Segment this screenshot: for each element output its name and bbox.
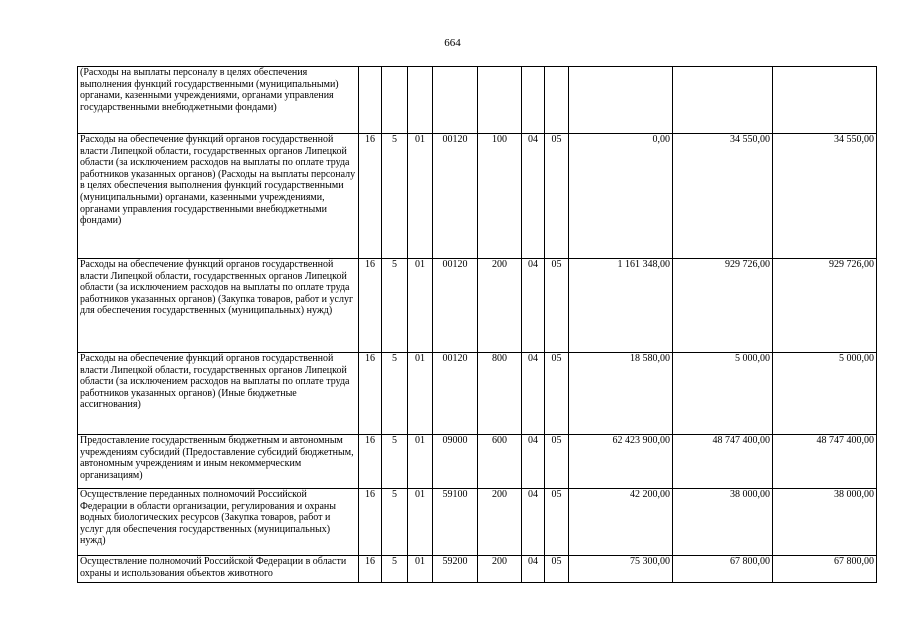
code-program: 5 — [382, 259, 408, 353]
amount-year-3 — [773, 67, 877, 134]
amount-year-2: 34 550,00 — [673, 134, 773, 259]
code-subsection: 05 — [545, 259, 569, 353]
code-section: 04 — [522, 134, 545, 259]
table-row — [78, 489, 877, 556]
code-subsection: 05 — [545, 489, 569, 556]
code-program: 5 — [382, 489, 408, 556]
code-section: 04 — [522, 353, 545, 435]
budget-table-body — [78, 67, 877, 583]
code-section: 04 — [522, 259, 545, 353]
code-expense-type: 800 — [478, 353, 522, 435]
code-subprogram: 01 — [408, 489, 433, 556]
code-admin: 16 — [359, 134, 382, 259]
code-program: 5 — [382, 353, 408, 435]
code-direction: 00120 — [433, 259, 478, 353]
amount-year-3: 48 747 400,00 — [773, 435, 877, 489]
code-program: 5 — [382, 134, 408, 259]
code-subprogram: 01 — [408, 435, 433, 489]
code-expense-type: 200 — [478, 259, 522, 353]
code-admin: 16 — [359, 353, 382, 435]
row-description: Расходы на обеспечение функций органов государственной власти Липецкой области, государственных органов Липецкой области (за исключением расходов на выплаты по оплате труда работников указанных органов) (Расходы на выплаты персоналу в целях обеспечения выполнения функций государственными (муниципальными) органами, казенными учреждениями, органами управления государственными внебюджетными фондами) — [78, 134, 359, 259]
amount-year-3: 34 550,00 — [773, 134, 877, 259]
amount-year-1: 0,00 — [569, 134, 673, 259]
code-section — [522, 67, 545, 134]
table-row — [78, 556, 877, 583]
amount-year-2: 929 726,00 — [673, 259, 773, 353]
amount-year-2 — [673, 67, 773, 134]
code-direction: 59100 — [433, 489, 478, 556]
code-subprogram: 01 — [408, 353, 433, 435]
amount-year-1: 18 580,00 — [569, 353, 673, 435]
budget-table — [77, 66, 877, 583]
amount-year-3: 929 726,00 — [773, 259, 877, 353]
code-section: 04 — [522, 435, 545, 489]
row-description: Осуществление полномочий Российской Федерации в области охраны и использования объектов животного — [78, 556, 359, 583]
code-subprogram: 01 — [408, 556, 433, 583]
code-direction: 09000 — [433, 435, 478, 489]
code-program: 5 — [382, 556, 408, 583]
code-subsection: 05 — [545, 556, 569, 583]
amount-year-3: 38 000,00 — [773, 489, 877, 556]
amount-year-3: 67 800,00 — [773, 556, 877, 583]
amount-year-1: 75 300,00 — [569, 556, 673, 583]
amount-year-2: 38 000,00 — [673, 489, 773, 556]
code-admin — [359, 67, 382, 134]
code-subsection: 05 — [545, 134, 569, 259]
table-row — [78, 435, 877, 489]
table-row — [78, 134, 877, 259]
code-direction: 00120 — [433, 134, 478, 259]
code-admin: 16 — [359, 435, 382, 489]
table-row — [78, 353, 877, 435]
amount-year-1 — [569, 67, 673, 134]
code-direction: 00120 — [433, 353, 478, 435]
code-admin: 16 — [359, 556, 382, 583]
amount-year-2: 5 000,00 — [673, 353, 773, 435]
code-section: 04 — [522, 556, 545, 583]
code-expense-type: 200 — [478, 489, 522, 556]
code-expense-type: 200 — [478, 556, 522, 583]
code-section: 04 — [522, 489, 545, 556]
amount-year-3: 5 000,00 — [773, 353, 877, 435]
code-subsection — [545, 67, 569, 134]
row-description: (Расходы на выплаты персоналу в целях обеспечения выполнения функций государственными (муниципальными) органами, казенными учреждениями, органами управления государственными внебюджетными фондами) — [78, 67, 359, 134]
row-description: Предоставление государственным бюджетным и автономным учреждениям субсидий (Предоставление субсидий бюджетным, автономным учреждениям и иным некоммерческим организациям) — [78, 435, 359, 489]
code-direction — [433, 67, 478, 134]
code-direction: 59200 — [433, 556, 478, 583]
code-program — [382, 67, 408, 134]
code-subprogram: 01 — [408, 259, 433, 353]
amount-year-2: 67 800,00 — [673, 556, 773, 583]
code-expense-type — [478, 67, 522, 134]
page-number: 664 — [444, 37, 461, 49]
table-row — [78, 67, 877, 134]
code-subsection: 05 — [545, 353, 569, 435]
code-subprogram — [408, 67, 433, 134]
amount-year-2: 48 747 400,00 — [673, 435, 773, 489]
code-expense-type: 100 — [478, 134, 522, 259]
amount-year-1: 1 161 348,00 — [569, 259, 673, 353]
row-description: Осуществление переданных полномочий Российской Федерации в области организации, регулирования и охраны водных биологических ресурсов (Закупка товаров, работ и услуг для обеспечения государственных (муниципальных) нужд) — [78, 489, 359, 556]
code-program: 5 — [382, 435, 408, 489]
code-admin: 16 — [359, 259, 382, 353]
row-description: Расходы на обеспечение функций органов государственной власти Липецкой области, государственных органов Липецкой области (за исключением расходов на выплаты по оплате труда работников указанных органов) (Иные бюджетные ассигнования) — [78, 353, 359, 435]
code-subsection: 05 — [545, 435, 569, 489]
row-description: Расходы на обеспечение функций органов государственной власти Липецкой области, государственных органов Липецкой области (за исключением расходов на выплаты по оплате труда работников указанных органов) (Закупка товаров, работ и услуг для обеспечения государственных (муниципальных) нужд) — [78, 259, 359, 353]
amount-year-1: 42 200,00 — [569, 489, 673, 556]
code-admin: 16 — [359, 489, 382, 556]
table-row — [78, 259, 877, 353]
code-subprogram: 01 — [408, 134, 433, 259]
code-expense-type: 600 — [478, 435, 522, 489]
amount-year-1: 62 423 900,00 — [569, 435, 673, 489]
